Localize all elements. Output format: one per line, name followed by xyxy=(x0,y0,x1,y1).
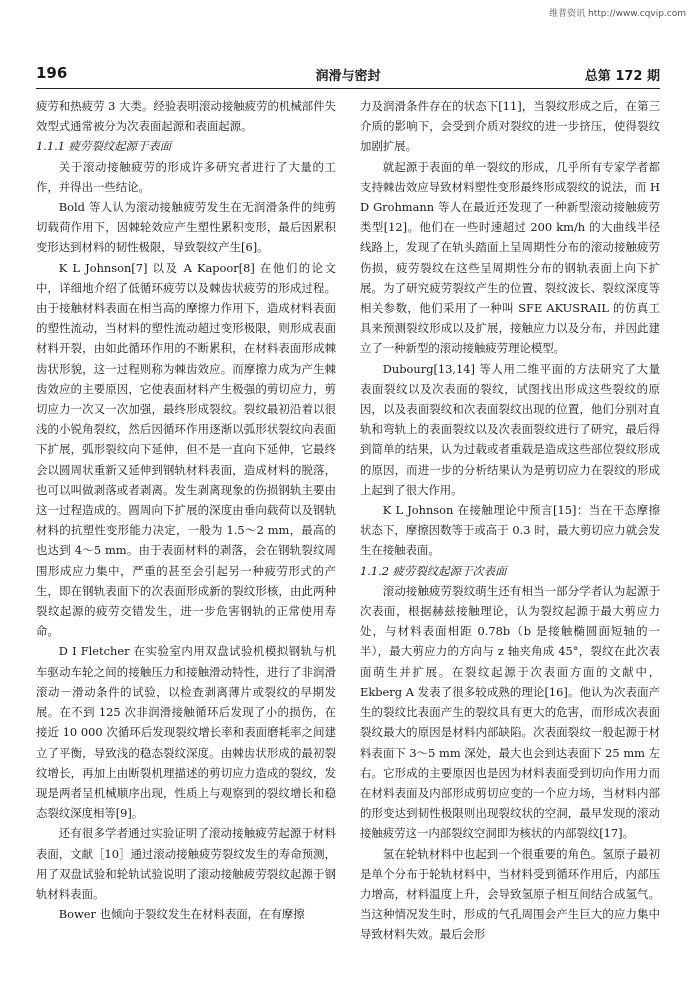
paragraph: D I Fletcher 在实验室内用双盘试验机模拟钢轨与机车驱动车轮之间的接触压力和接触滑动特性，进行了非润滑滚动－滑动条件的试验，以检查剥离薄片或裂纹的早期发展。在不到 125 次非润滑接触循环后发现了小的损伤，在接近 10 000 次循环后发现裂纹增长率和表面磨耗率之间建立了平衡，导致浅的稳态裂纹深度。由棘齿状形成的最初裂纹增长，再加上由断裂机理描述的剪切应力造成的裂纹，发现是两者呈机械顺序出现，性质上与观察到的裂纹增长和稳态裂纹深度相等[9]。 xyxy=(36,644,336,821)
page-number: 196 xyxy=(36,64,68,82)
header-rule xyxy=(36,88,660,89)
paragraph: Bold 等人认为滚动接触疲劳发生在无润滑条件的纯剪切载荷作用下，因棘轮效应产生塑性累积变形，最后因累积变形达到材料的韧性极限，导致裂纹产生[6]。 xyxy=(36,200,336,255)
paragraph: Dubourg[13,14] 等人用二维平面的方法研究了大量表面裂纹以及次表面的裂纹，试图找出形成这些裂纹的原因，以及表面裂纹和次表面裂纹出现的位置，他们分别对直轨和弯轨上的表面裂纹以及次表面裂纹进行了研究，最后得到简单的结果，认为过载或者重载是造成这些部位裂纹形成的原因，而进一步的分析结果认为是剪切应力在裂纹的形成上起到了很大作用。 xyxy=(360,361,660,497)
paragraph: 就起源于表面的单一裂纹的形成，几乎所有专家学者都支持棘齿效应导致材料塑性变形最终形成裂纹的说法，而 H D Grohmann 等人在最近还发现了一种新型滚动接触疲劳类型[12]。他们在一些时速超过 200 km/h 的大曲线半径线路上，发现了在轨头踏面上呈周期性分布的滚动接触疲劳伤损，疲劳裂纹在这些呈周期性分布的钢轨表面上向下扩展。为了研究疲劳裂纹产生的位置、裂纹波长、裂纹深度等相关参数，他们采用了一种叫 SFE AKUSRAIL 的仿真工具来预测裂纹形成以及扩展，接触应力以及分布，并因此建立了一种新型的滚动接触疲劳理论模型。 xyxy=(360,159,660,356)
section-heading: 1.1.1 疲劳裂纹起源于表面 xyxy=(36,139,172,154)
paragraph: K L Johnson[7] 以及 A Kapoor[8] 在他们的论文中，详细地介绍了低循环疲劳以及棘齿状疲劳的形成过程。由于接触材料表面在相当高的摩擦力作用下，造成材料表面的塑性流动，当材料的塑性流动超过变形极限，则形成表面材料开裂，由如此循环作用的不断累积，在材料表面形成棘齿状形貌，这一过程则称为棘齿效应。而摩擦力成为产生棘齿效应的主要原因，它使表面材料产生极强的剪切应力，剪切应力一次又一次加强，最终形成裂纹。裂纹最初沿着以很浅的小锐角裂纹，然后因循环作用逐渐以弧形状裂纹向表面下扩展，弧形裂纹向下延伸，但不是一直向下延伸，它最终会以圆周状重新又延伸到钢轨材料表面，造成材料的脱落，也可以叫做剥落或者剥离。发生剥离现象的伤损钢轨主要由这一过程造成的。圆周向下扩展的深度由垂向载荷以及钢轨材料的抗塑性变形能力决定，一般为 1.5～2 mm，最高的也达到 4～5 mm。由于表面材料的剥落，会在钢轨裂纹周围形成应力集中，严重的甚至会引起另一种疲劳形式的产生，即在钢轨表面下的次表面形成新的裂纹形核，由此两种裂纹起源的疲劳交错发生，进一步危害钢轨的正常使用寿命。 xyxy=(36,260,336,639)
paragraph: 滚动接触疲劳裂纹萌生还有相当一部分学者认为起源于次表面，根据赫兹接触理论，认为裂纹起源于最大剪应力处，与材料表面相距 0.78b（b 是接触椭圆面短轴的一半），最大剪应力的方向与 z 轴夹角成 45°，裂纹在此次表面萌生并扩展。在裂纹起源于次表面方面的文献中，Ekberg A 发表了很多较成熟的理论[16]。他认为次表面产生的裂纹比表面产生的裂纹具有更大的危害，而形成次表面裂纹最大的原因是材料内部缺陷。次表面裂纹一般起源于材料表面下 3～5 mm 深处，最大也会到达表面下 25 mm 左右。它形成的主要原因也是因为材料表面受到切向作用力而在材料表面及内部形成剪切应变的一个应力场，当材料内部的形变达到韧性极限则出现裂纹状的空洞，最早发现的滚动接触疲劳这一内部裂纹空洞即为核状的内部裂纹[17]。 xyxy=(360,583,660,841)
paragraph: Bower 也倾向于裂纹发生在材料表面，在有摩擦 xyxy=(58,907,305,922)
paragraph: 力及润滑条件存在的状态下[11]，当裂纹形成之后，在第三介质的影响下，会受到介质对裂纹的进一步挤压，使得裂纹加剧扩展。 xyxy=(360,99,660,154)
right-column xyxy=(360,96,660,976)
page-header xyxy=(36,64,660,84)
paragraph: 关于滚动接触疲劳的形成许多研究者进行了大量的工作，并得出一些结论。 xyxy=(36,159,336,194)
left-column xyxy=(36,96,336,976)
paragraph: K L Johnson 在接触理论中预言[15]：当在干态摩擦状态下，摩擦因数等于或高于 0.3 时，最大剪切应力就会发生在接触表面。 xyxy=(360,503,660,558)
journal-name: 润滑与密封 xyxy=(315,69,381,84)
paragraph: 还有很多学者通过实验证明了滚动接触疲劳起源于材料表面，文献［10］通过滚动接触疲劳裂纹发生的寿命预测，用了双盘试验和轮轨试验说明了滚动接触疲劳裂纹起源于钢轨材料表面。 xyxy=(36,826,336,901)
paragraph: 疲劳和热疲劳 3 大类。经验表明滚动接触疲劳的机械部件失效型式通常被分为次表面起源和表面起源。 xyxy=(36,99,336,134)
paragraph: 氢在轮轨材料中也起到一个很重要的角色。氢原子最初是单个分布于轮轨材料中，当材料受到循环作用后，内部压力增高，材料温度上升，会导致氢原子相互间结合成氢气。当这种情况发生时，形成的气孔周围会产生巨大的应力集中导致材料失效。最后会形 xyxy=(360,846,660,942)
watermark-text: 维普资讯 http://www.cqvip.com xyxy=(549,9,686,19)
section-heading: 1.1.2 疲劳裂纹起源于次表面 xyxy=(360,563,507,578)
issue-label: 总第 172 期 xyxy=(584,69,660,84)
